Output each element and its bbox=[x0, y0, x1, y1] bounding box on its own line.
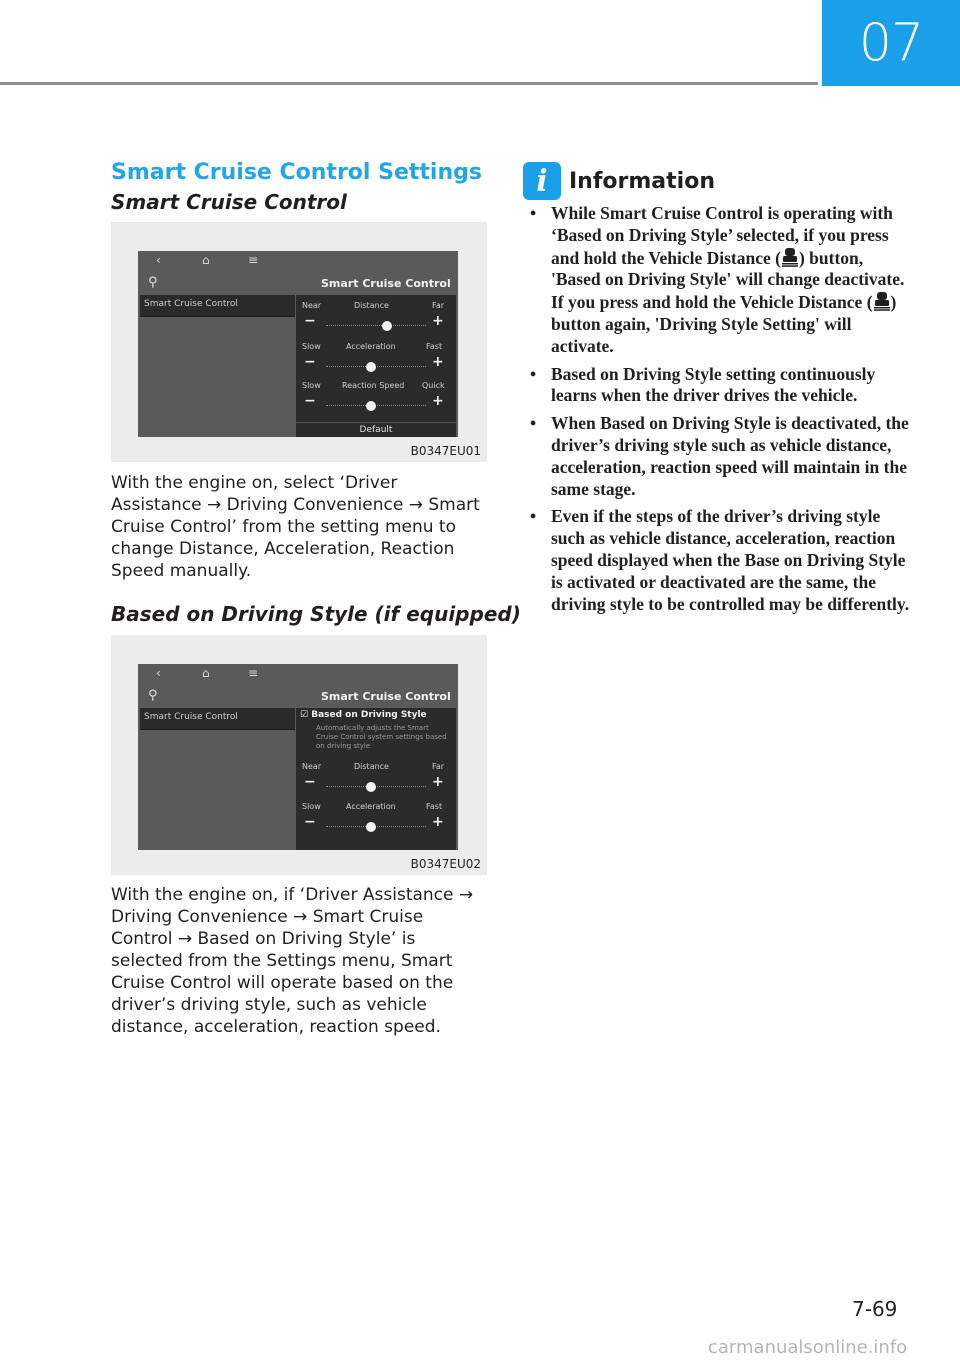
row-left-label: Slow bbox=[302, 381, 321, 390]
bullet-text: ) button, 'Based on Driving Style' will change deactivate. If you press and hold the Vehicle Distance ( bbox=[551, 247, 905, 313]
information-title: Information bbox=[569, 168, 715, 194]
slider-knob bbox=[366, 401, 376, 411]
figure-code: B0347EU01 bbox=[410, 444, 481, 458]
paragraph-driving-style: With the engine on, if ‘Driver Assistance → Driving Convenience → Smart Cruise Control → Based on Driving Style’ is selected from the Settings menu, Smart Cruise Control will operate based on the driver’s driving style, such as vehicle distance, acceleration, reaction speed. bbox=[111, 885, 474, 1037]
minus-icon: − bbox=[304, 393, 316, 409]
paragraph-smart-cruise: With the engine on, select ‘Driver Assistance → Driving Convenience → Smart Cruise Control’ from the setting menu to change Distance, Acceleration, Reaction Speed manually. bbox=[111, 473, 480, 581]
screen-title: Smart Cruise Control bbox=[321, 277, 451, 290]
watermark: carmanualsonline.info bbox=[708, 1337, 908, 1358]
slider-knob bbox=[366, 782, 376, 792]
screen-menu-item: Smart Cruise Control bbox=[140, 708, 295, 730]
subsection-title-driving-style: Based on Driving Style (if equipped) bbox=[111, 602, 521, 626]
checkbox-description: Automatically adjusts the Smart Cruise Control system settings based on driving style bbox=[316, 724, 447, 750]
checkbox-label: Based on Driving Style bbox=[311, 710, 427, 720]
home-icon: ⌂ bbox=[202, 253, 210, 267]
infotainment-screen bbox=[138, 251, 458, 437]
information-list bbox=[530, 203, 910, 621]
minus-icon: − bbox=[304, 354, 316, 370]
row-right-label: Fast bbox=[426, 802, 443, 811]
header-rule bbox=[0, 82, 818, 85]
bullet-text: While Smart Cruise Control is operating with ‘Based on Driving Style’ selected, if you press and hold the Vehicle Distance ( bbox=[551, 203, 893, 268]
menu-icon: ≡ bbox=[248, 666, 259, 680]
plus-icon: + bbox=[432, 354, 444, 370]
vehicle-distance-icon bbox=[781, 247, 799, 267]
screen-title: Smart Cruise Control bbox=[321, 690, 451, 703]
row-left-label: Slow bbox=[302, 342, 321, 351]
minus-icon: − bbox=[304, 313, 316, 329]
infotainment-screen bbox=[138, 664, 458, 850]
checkbox-driving-style: ☑ Based on Driving Style bbox=[300, 710, 427, 720]
screen-topbar bbox=[138, 251, 458, 271]
row-center-label: Distance bbox=[354, 301, 389, 310]
list-item bbox=[530, 203, 910, 358]
row-right-label: Quick bbox=[422, 381, 445, 390]
row-center-label: Acceleration bbox=[346, 802, 396, 811]
slider-knob bbox=[366, 822, 376, 832]
row-right-label: Far bbox=[432, 301, 445, 310]
plus-icon: + bbox=[432, 313, 444, 329]
row-center-label: Reaction Speed bbox=[342, 381, 405, 390]
default-button: Default bbox=[296, 422, 456, 435]
row-right-label: Fast bbox=[426, 342, 443, 351]
reaction-speed-slider bbox=[326, 405, 426, 406]
information-icon: i bbox=[523, 162, 561, 200]
section-title: Smart Cruise Control Settings bbox=[111, 160, 482, 185]
back-icon: ‹ bbox=[156, 253, 161, 267]
figure-driving-style-settings bbox=[111, 635, 487, 875]
list-item: • When Based on Driving Style is deactivated, the driver’s driving style such as vehicle distance, acceleration, reaction speed will maintain in the same stage. bbox=[530, 413, 910, 500]
row-right-label: Far bbox=[432, 762, 445, 771]
settings-panel bbox=[296, 295, 456, 437]
back-icon: ‹ bbox=[156, 666, 161, 680]
slider-knob bbox=[366, 362, 376, 372]
acceleration-slider bbox=[326, 366, 426, 367]
list-item: • Based on Driving Style setting continuously learns when the driver drives the vehicle. bbox=[530, 364, 910, 408]
page-number: 7-69 bbox=[852, 1297, 898, 1321]
row-left-label: Slow bbox=[302, 802, 321, 811]
row-left-label: Near bbox=[302, 762, 322, 771]
list-item: • Even if the steps of the driver’s driving style such as vehicle distance, acceleration, reaction speed displayed when the Base on Driving Style is activated or deactivated are the same, the driving style to be controlled may be differently. bbox=[530, 506, 910, 615]
row-center-label: Distance bbox=[354, 762, 389, 771]
search-icon: ⚲ bbox=[148, 688, 158, 703]
subsection-title-smart-cruise: Smart Cruise Control bbox=[111, 190, 347, 214]
plus-icon: + bbox=[432, 393, 444, 409]
search-icon: ⚲ bbox=[148, 275, 158, 290]
row-left-label: Near bbox=[302, 301, 322, 310]
settings-panel bbox=[296, 708, 456, 850]
row-center-label: Acceleration bbox=[346, 342, 396, 351]
distance-slider bbox=[326, 325, 426, 326]
minus-icon: − bbox=[304, 814, 316, 830]
acceleration-slider bbox=[326, 826, 426, 827]
screen-menu-item: Smart Cruise Control bbox=[140, 295, 295, 317]
vehicle-distance-icon bbox=[873, 291, 891, 311]
chapter-tab: 07 bbox=[822, 0, 960, 86]
information-heading bbox=[523, 162, 715, 200]
figure-code: B0347EU02 bbox=[410, 857, 481, 871]
bullet-text: ) button again, 'Driving Style Setting' will activate. bbox=[551, 292, 897, 356]
figure-smart-cruise-settings bbox=[111, 222, 487, 462]
plus-icon: + bbox=[432, 774, 444, 790]
screen-topbar bbox=[138, 664, 458, 684]
distance-slider bbox=[326, 786, 426, 787]
slider-knob bbox=[382, 321, 392, 331]
minus-icon: − bbox=[304, 774, 316, 790]
plus-icon: + bbox=[432, 814, 444, 830]
home-icon: ⌂ bbox=[202, 666, 210, 680]
menu-icon: ≡ bbox=[248, 253, 259, 267]
